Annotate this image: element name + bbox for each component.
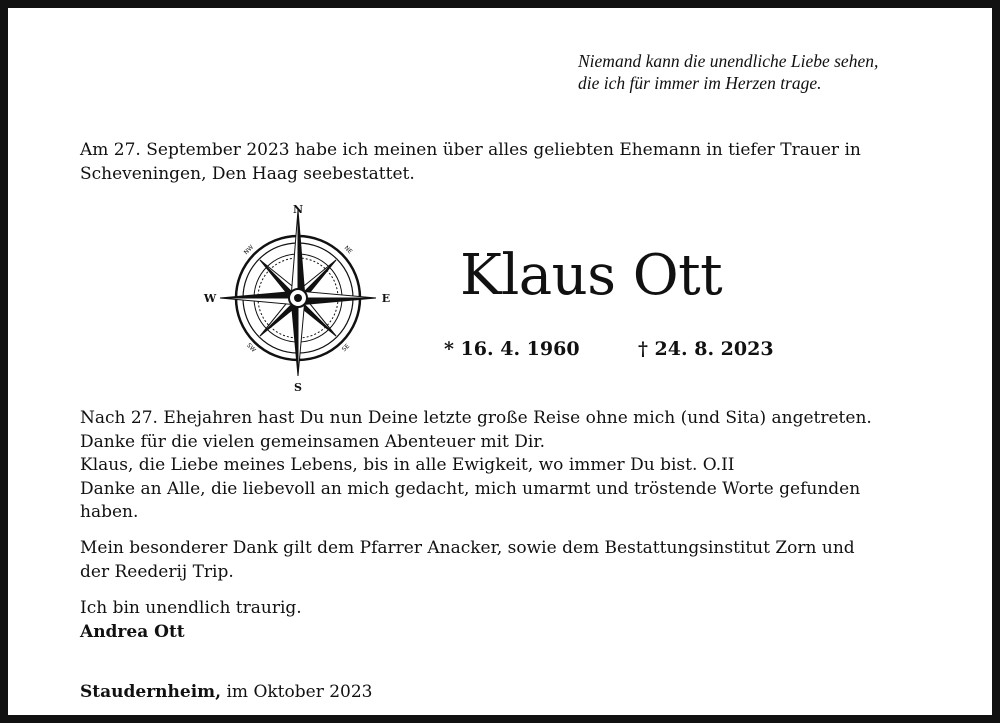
closing-line: Ich bin unendlich traurig. [80, 598, 302, 618]
message-line-2: Danke für die vielen gemeinsamen Abenteuer mit Dir. [80, 431, 546, 452]
message-line-3: Klaus, die Liebe meines Lebens, bis in alle Ewigkeit, wo immer Du bist. O.II [80, 455, 735, 475]
deceased-name: Klaus Ott [460, 243, 723, 308]
compass-east-label: E [381, 292, 391, 305]
intro-line-2: Scheveningen, Den Haag seebestattet. [80, 163, 415, 184]
death-date: † 24. 8. 2023 [638, 338, 774, 360]
thanks-line-1: Mein besonderer Dank gilt dem Pfarrer Anacker, sowie dem Bestattungsinstitut Zorn und [80, 538, 855, 558]
closing-paragraph [80, 597, 938, 644]
thanks-paragraph [80, 537, 938, 584]
compass-se-label: SE [340, 342, 352, 354]
quote-line-1: Niemand kann die unendliche Liebe sehen, [578, 51, 879, 71]
footer-place: Staudernheim, [80, 682, 222, 702]
message-line-4: Danke an Alle, die liebevoll an mich gedacht, mich umarmt und tröstende Worte gefunden [80, 478, 861, 499]
signature-name: Andrea Ott [80, 621, 185, 642]
compass-rose-icon [198, 198, 398, 398]
epigraph-quote [578, 50, 958, 94]
compass-west-label: W [203, 292, 217, 305]
footer-date: im Oktober 2023 [221, 682, 373, 702]
message-paragraph [80, 407, 938, 525]
quote-line-2: die ich für immer im Herzen trage. [578, 73, 822, 93]
compass-south-label: S [294, 381, 302, 394]
compass-ne-label: NE [342, 244, 354, 256]
compass-sw-label: SW [245, 342, 257, 354]
intro-paragraph [80, 139, 938, 186]
compass-north-label: N [292, 203, 304, 216]
thanks-line-2: der Reederij Trip. [80, 561, 234, 582]
compass-nw-label: NW [242, 243, 256, 257]
message-line-5: haben. [80, 502, 139, 522]
intro-line-1: Am 27. September 2023 habe ich meinen über alles geliebten Ehemann in tiefer Trauer in [80, 140, 861, 160]
birth-date: * 16. 4. 1960 [444, 338, 580, 360]
place-date-line [80, 681, 372, 704]
message-line-1: Nach 27. Ehejahren hast Du nun Deine letzte große Reise ohne mich (und Sita) angetreten. [80, 408, 872, 428]
